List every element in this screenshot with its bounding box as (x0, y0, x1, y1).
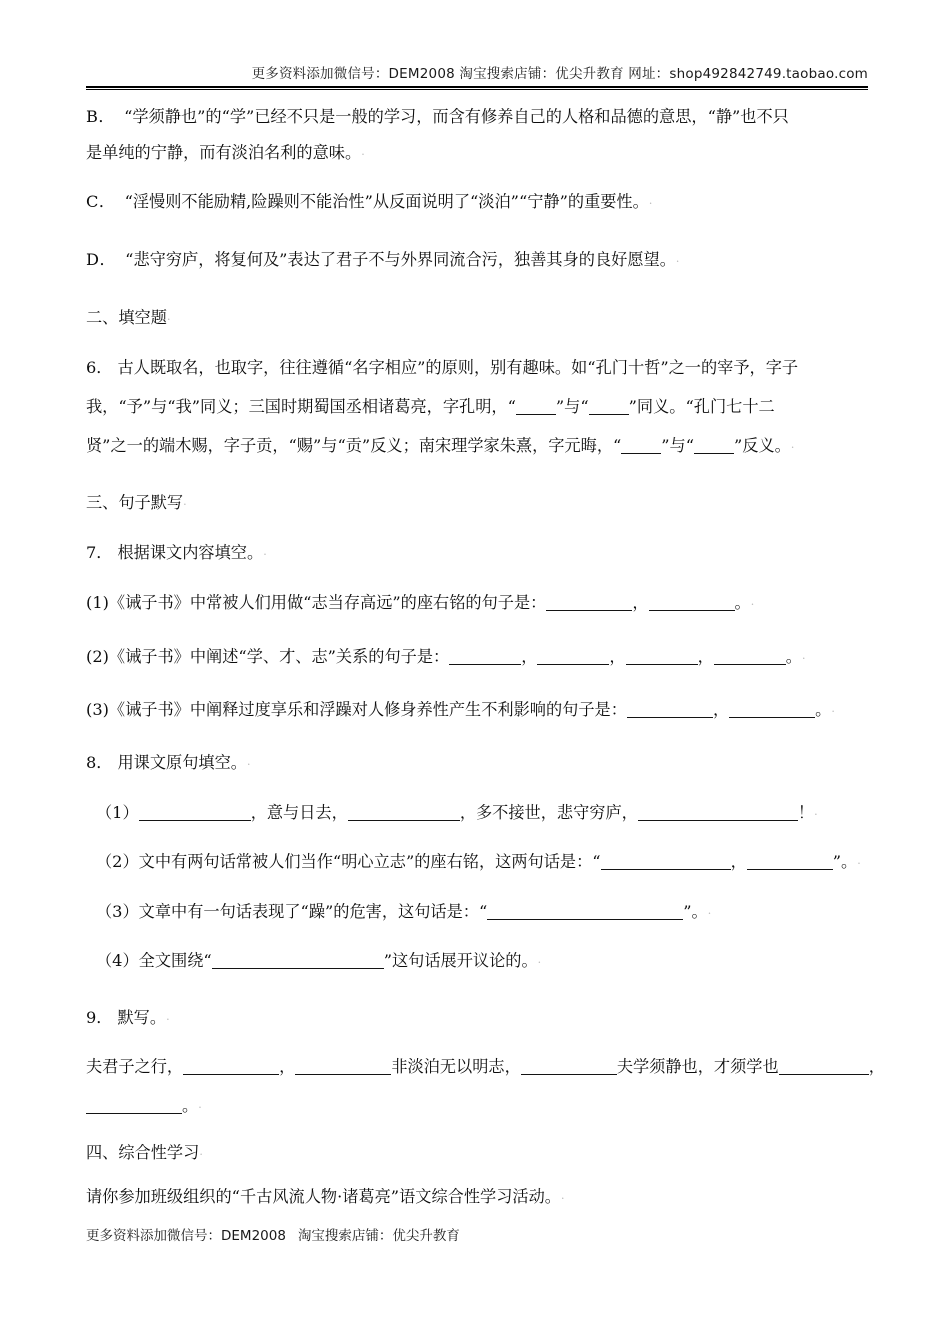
question-8-2-end: ”。 (832, 852, 858, 871)
question-7-2-text: (2)《诫子书》中阐述“学、才、志”关系的句子是： (86, 647, 450, 666)
section4-intro: 请你参加班级组织的“千古风流人物·诸葛亮”语文综合性学习活动。· (86, 1187, 565, 1206)
question-8-item-3: （3）文章中有一句话表现了“躁”的危害，这句话是：“ ”。· (96, 902, 712, 921)
answer-blank-q8-1-1[interactable] (139, 807, 251, 821)
question-9-number: 9． (86, 1008, 113, 1027)
answer-blank-q6-1[interactable] (516, 402, 556, 415)
question-7-number: 7． (86, 543, 113, 562)
question-9-line2-end: 。 (182, 1096, 199, 1115)
answer-blank-q7-2-3[interactable] (626, 651, 698, 665)
choice-d-label: D． (86, 250, 117, 269)
question-8-3-end: ”。 (683, 902, 708, 921)
question-9-text-d: 夫学须静也，才须学也 (616, 1057, 779, 1076)
question-8-4-end: ”这句话展开议论的。 (383, 951, 538, 970)
question-8-number: 8． (86, 753, 113, 772)
question-7-2-sep1: ， (521, 647, 538, 666)
question-7-prompt: 7． 根据课文内容填空。· (86, 543, 267, 562)
choice-b-label: B． (86, 107, 116, 126)
answer-blank-q8-3-1[interactable] (487, 906, 683, 920)
choice-d-text: “悲守穷庐，将复何及”表达了君子不与外界同流合污，独善其身的良好愿望。 (125, 250, 676, 269)
section4-intro-text: 请你参加班级组织的“千古风流人物·诸葛亮”语文综合性学习活动。 (86, 1187, 561, 1206)
header-divider-rule (86, 86, 868, 90)
question-6-text-line1: 古人既取名，也取字，往往遵循“名字相应”的原则，别有趣味。如“孔门十哲”之一的宰予，字子 (117, 358, 799, 377)
section-heading-fill-in-blank: 二、填空题· (86, 308, 171, 327)
choice-c-text: “淫慢则不能励精,险躁则不能治性”从反面说明了“淡泊”“宁静”的重要性。 (124, 192, 649, 211)
answer-blank-q8-1-2[interactable] (348, 807, 460, 821)
choice-option-b-cont: 是单纯的宁静，而有淡泊名利的意味。· (86, 143, 365, 162)
answer-blank-q9-5[interactable] (86, 1100, 182, 1114)
footer-part2: 淘宝搜索店铺：优尖升教育 (297, 1228, 460, 1244)
choice-c-label: C． (86, 192, 116, 211)
question-7-1-text: (1)《诫子书》中常被人们用做“志当存高远”的座右铭的句子是： (86, 593, 547, 612)
question-8-2-sep: ， (730, 852, 747, 871)
question-9-text-c: 非淡泊无以明志， (391, 1057, 521, 1076)
question-6-number: 6． (86, 358, 113, 377)
question-8-prompt: 8． 用课文原句填空。· (86, 753, 251, 772)
question-9-prompt: 9． 默写。· (86, 1008, 170, 1027)
question-6-line3: 贤”之一的端木赐，字子贡，“赐”与“贡”反义；南宋理学家朱熹，字元晦，“ ”与“ ”反义。· (86, 436, 795, 455)
question-9-line1 (86, 1054, 885, 1080)
page-footer-watermark (86, 1224, 460, 1244)
question-7-title: 根据课文内容填空。 (117, 543, 264, 562)
answer-blank-q9-3[interactable] (521, 1061, 617, 1075)
question-6-text-line3b: ”与“ (661, 436, 695, 455)
question-8-item-4: （4）全文围绕“ ”这句话展开议论的。· (96, 951, 542, 970)
choice-b-line1: “学须静也”的“学”已经不只是一般的学习，而含有修养自己的人格和品德的意思，“静”也不只 (124, 107, 789, 126)
question-7-1-sep: ， (632, 593, 649, 612)
choice-option-c: C． “淫慢则不能励精,险躁则不能治性”从反面说明了“淡泊”“宁静”的重要性。· (86, 192, 653, 211)
answer-blank-q7-2-2[interactable] (537, 651, 609, 665)
section-heading-sentence-dictation: 三、句子默写· (86, 493, 187, 512)
question-7-2-end: 。 (785, 647, 802, 666)
answer-blank-q6-2[interactable] (589, 402, 629, 415)
answer-blank-q7-1-2[interactable] (649, 597, 735, 611)
question-7-3-end: 。 (815, 700, 832, 719)
answer-blank-q7-1-1[interactable] (546, 597, 632, 611)
question-6-text-line2a: 我，“予”与“我”同义；三国时期蜀国丞相诸葛亮，字孔明，“ (86, 397, 516, 416)
question-7-3-text: (3)《诫子书》中阐释过度享乐和浮躁对人修身养性产生不利影响的句子是： (86, 700, 627, 719)
question-7-1-end: 。 (734, 593, 751, 612)
question-9-sep-2: ， (868, 1057, 885, 1076)
question-9-sep-1: ， (279, 1057, 296, 1076)
answer-blank-q6-3[interactable] (621, 441, 661, 454)
answer-blank-q7-3-2[interactable] (729, 704, 815, 718)
section2-heading-text: 二、填空题 (86, 308, 167, 327)
question-8-item-2: （2）文中有两句话常被人们当作“明心立志”的座右铭，这两句话是：“ ， ”。· (96, 852, 861, 871)
section4-heading-text: 四、综合性学习 (86, 1143, 200, 1162)
question-7-item-2: (2)《诫子书》中阐述“学、才、志”关系的句子是： ， ， ， 。· (86, 647, 806, 666)
question-8-item-1: （1） ，意与日去， ，多不接世，悲守穷庐， ！· (96, 803, 818, 822)
question-8-3-text: （3）文章中有一句话表现了“躁”的危害，这句话是：“ (96, 902, 488, 921)
question-8-4-text: （4）全文围绕“ (96, 951, 212, 970)
answer-blank-q7-2-1[interactable] (449, 651, 521, 665)
question-7-item-3: (3)《诫子书》中阐释过度享乐和浮躁对人修身养性产生不利影响的句子是： ， 。· (86, 700, 835, 719)
question-8-1-end: ！ (797, 803, 815, 822)
question-7-2-sep2: ， (609, 647, 626, 666)
question-9-title: 默写。 (117, 1008, 167, 1027)
question-8-2-text: （2）文中有两句话常被人们当作“明心立志”的座右铭，这两句话是：“ (96, 852, 601, 871)
question-6-text-line2c: ”同义。“孔门七十二 (628, 397, 775, 416)
question-6-line1 (86, 355, 870, 381)
question-8-title: 用课文原句填空。 (117, 753, 247, 772)
answer-blank-q9-2[interactable] (295, 1061, 391, 1075)
question-6-text-line2b: ”与“ (555, 397, 589, 416)
choice-option-b (86, 104, 870, 130)
answer-blank-q7-2-4[interactable] (714, 651, 786, 665)
answer-blank-q8-1-3[interactable] (638, 807, 798, 821)
choice-option-d: D． “悲守穷庐，将复何及”表达了君子不与外界同流合污，独善其身的良好愿望。· (86, 250, 680, 269)
answer-blank-q8-2-1[interactable] (601, 856, 731, 870)
footer-part1: 更多资料添加微信号：DEM2008 (86, 1228, 286, 1244)
answer-blank-q7-3-1[interactable] (627, 704, 713, 718)
answer-blank-q8-4-1[interactable] (212, 955, 384, 969)
answer-blank-q8-2-2[interactable] (747, 856, 833, 870)
answer-blank-q6-4[interactable] (694, 441, 734, 454)
question-7-2-sep3: ， (697, 647, 714, 666)
question-8-1-label: （1） (96, 803, 139, 822)
answer-blank-q9-1[interactable] (183, 1061, 279, 1075)
section3-heading-text: 三、句子默写 (86, 493, 184, 512)
page-header-watermark: 更多资料添加微信号：DEM2008 淘宝搜索店铺：优尖升教育 网址：shop492842749.taobao.com (251, 66, 868, 82)
question-6-line2 (86, 394, 870, 420)
question-9-text-a: 夫君子之行， (86, 1057, 184, 1076)
choice-b-line2: 是单纯的宁静，而有淡泊名利的意味。 (86, 143, 362, 162)
section-heading-comprehensive-study: 四、综合性学习· (86, 1143, 203, 1162)
question-6-text-line3c: ”反义。 (734, 436, 791, 455)
question-7-3-sep: ， (712, 700, 730, 719)
question-6-text-line3a: 贤”之一的端木赐，字子贡，“赐”与“贡”反义；南宋理学家朱熹，字元晦，“ (86, 436, 622, 455)
question-9-line2: 。· (86, 1093, 870, 1119)
question-8-1-text-b: ，意与日去， (250, 803, 348, 822)
question-8-1-text-c: ，多不接世，悲守穷庐， (459, 803, 638, 822)
question-7-item-1: (1)《诫子书》中常被人们用做“志当存高远”的座右铭的句子是： ， 。· (86, 593, 755, 612)
answer-blank-q9-4[interactable] (779, 1061, 869, 1075)
